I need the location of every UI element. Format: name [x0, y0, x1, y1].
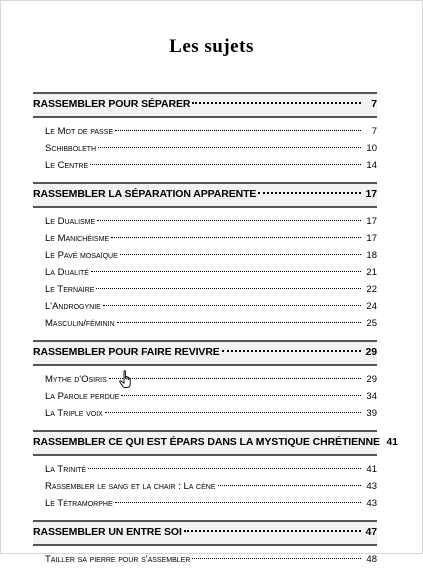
- toc-entry[interactable]: [33, 388, 377, 405]
- toc-entry[interactable]: [33, 495, 377, 512]
- toc-entry-page: 10: [366, 143, 377, 154]
- toc-entry-page: 7: [371, 126, 377, 137]
- toc-entry-label: Le Manichéisme: [45, 233, 110, 244]
- toc-entry[interactable]: [33, 140, 377, 157]
- toc-entry-page: 22: [366, 284, 377, 295]
- section-heading-label: RASSEMBLER CE QUI EST ÉPARS DANS LA MYSTIQUE CHRÉTIENNE: [33, 436, 380, 448]
- section-heading[interactable]: [33, 182, 377, 208]
- section-page-number: 7: [371, 98, 377, 110]
- toc-entry-page: 41: [366, 464, 377, 475]
- toc-entry[interactable]: [33, 405, 377, 422]
- section-entries: [33, 366, 377, 422]
- section-entries: [33, 208, 377, 332]
- toc-entry-page: 39: [366, 408, 377, 419]
- toc-entry-label: Schibboleth: [45, 143, 97, 154]
- section-entries: [33, 456, 377, 512]
- dot-leader: [109, 377, 361, 379]
- section-heading-label: RASSEMBLER POUR FAIRE REVIVRE: [33, 346, 220, 358]
- toc-entry-label: Mythe d'Osiris: [45, 374, 107, 385]
- toc-entry-label: Tailler sa pierre pour s'assembler: [45, 554, 191, 565]
- toc-entry[interactable]: [33, 213, 377, 230]
- toc-entry-label: Le Dualisme: [45, 216, 96, 227]
- toc-entry-page: 17: [366, 216, 377, 227]
- toc-entry-label: Le Pavé mosaïque: [45, 250, 118, 261]
- section-heading-label: RASSEMBLER POUR SÉPARER: [33, 98, 191, 110]
- dot-leader: [115, 129, 361, 131]
- dot-leader: [88, 467, 361, 469]
- dot-leader: [184, 529, 361, 532]
- toc-entry[interactable]: [33, 123, 377, 140]
- section-entries: [33, 118, 377, 174]
- dot-leader: [121, 394, 361, 396]
- section-entries: [33, 546, 377, 568]
- toc-entry-page: 48: [366, 554, 377, 565]
- dot-leader: [103, 304, 361, 306]
- dot-leader: [120, 253, 361, 255]
- toc-entry-page: 18: [366, 250, 377, 261]
- toc-entry[interactable]: [33, 264, 377, 281]
- toc-entry-page: 43: [366, 481, 377, 492]
- toc-entry[interactable]: [33, 371, 377, 388]
- toc-entry-label: La Dualité: [45, 267, 89, 278]
- dot-leader: [91, 270, 361, 272]
- toc-entry[interactable]: [33, 247, 377, 264]
- toc-entry-label: Masculin/féminin: [45, 318, 115, 329]
- table-of-contents: [33, 92, 398, 568]
- section-heading[interactable]: [33, 92, 377, 118]
- toc-entry[interactable]: [33, 298, 377, 315]
- toc-entry-label: Rassembler le sang et la chair : La cène: [45, 481, 216, 492]
- dot-leader: [111, 236, 361, 238]
- toc-entry-label: La Parole perdue: [45, 391, 120, 402]
- toc-entry-page: 25: [366, 318, 377, 329]
- dot-leader: [192, 557, 361, 559]
- toc-entry-label: La Trinité: [45, 464, 87, 475]
- toc-entry-page: 24: [366, 301, 377, 312]
- section-heading[interactable]: [33, 520, 377, 546]
- dot-leader: [105, 411, 361, 413]
- toc-entry-page: 17: [366, 233, 377, 244]
- dot-leader: [97, 219, 361, 221]
- toc-entry[interactable]: [33, 478, 377, 495]
- dot-leader: [96, 287, 361, 289]
- page-title: Les sujets: [169, 36, 254, 57]
- toc-entry[interactable]: [33, 281, 377, 298]
- section-page-number: 47: [365, 526, 377, 538]
- dot-leader: [98, 146, 361, 148]
- dot-leader: [222, 349, 361, 352]
- toc-entry-page: 43: [366, 498, 377, 509]
- toc-entry-label: Le Ternaire: [45, 284, 95, 295]
- toc-entry[interactable]: [33, 461, 377, 478]
- toc-entry-label: Le Centre: [45, 160, 89, 171]
- toc-entry[interactable]: [33, 157, 377, 174]
- dot-leader: [258, 191, 361, 194]
- dot-leader: [192, 101, 361, 104]
- toc-entry-label: Le Mot de passe: [45, 126, 114, 137]
- toc-entry-label: La Triple voix: [45, 408, 103, 419]
- dot-leader: [218, 484, 362, 486]
- section-page-number: 41: [386, 436, 398, 448]
- toc-entry[interactable]: [33, 315, 377, 332]
- section-page-number: 29: [365, 346, 377, 358]
- dot-leader: [115, 501, 361, 503]
- toc-entry[interactable]: [33, 230, 377, 247]
- section-heading[interactable]: [33, 340, 377, 366]
- dot-leader: [90, 163, 361, 165]
- toc-entry-page: 29: [366, 374, 377, 385]
- dot-leader: [117, 321, 361, 323]
- hand-pointer-icon: [119, 370, 135, 390]
- toc-entry-page: 34: [366, 391, 377, 402]
- toc-entry-page: 21: [366, 267, 377, 278]
- section-page-number: 17: [365, 188, 377, 200]
- section-heading-label: RASSEMBLER UN ENTRE SOI: [33, 526, 182, 538]
- toc-entry-label: L'Androgynie: [45, 301, 101, 312]
- section-heading[interactable]: [33, 430, 398, 456]
- section-heading-label: RASSEMBLER LA SÉPARATION APPARENTE: [33, 188, 257, 200]
- toc-entry-label: Le Tétramorphe: [45, 498, 113, 509]
- toc-entry-page: 14: [366, 160, 377, 171]
